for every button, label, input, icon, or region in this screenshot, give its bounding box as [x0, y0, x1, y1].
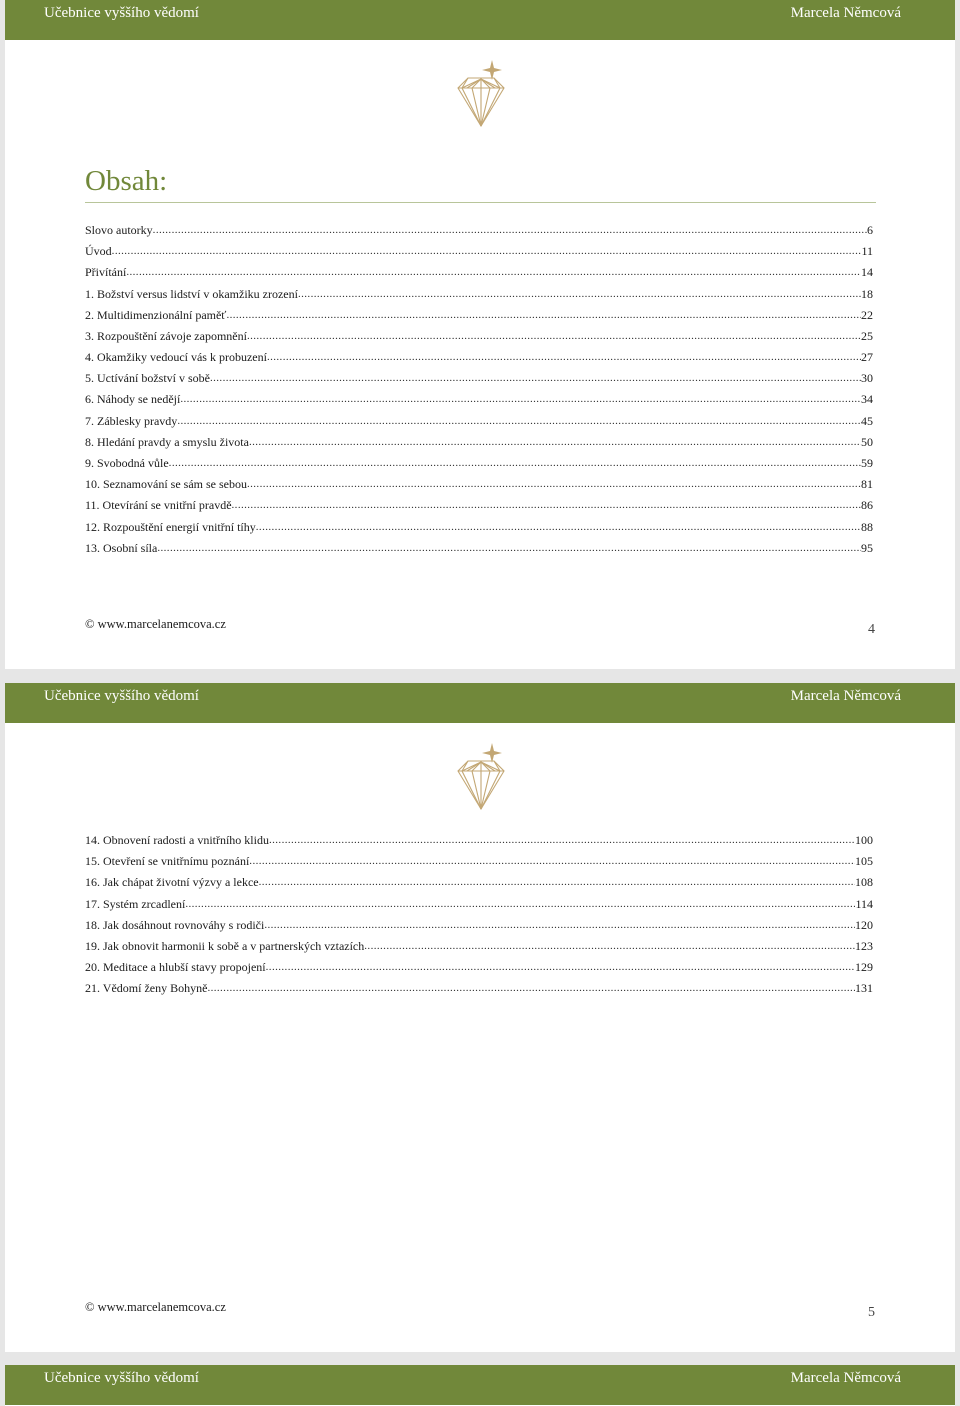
toc-entry-title: 10. Seznamování se sám se sebou [85, 477, 247, 492]
toc-entry-page: 22 [861, 307, 873, 322]
toc-entry-page: 123 [855, 938, 873, 953]
book-title: Učebnice vyššího vědomí [44, 5, 199, 21]
toc-entry-page: 100 [855, 832, 873, 847]
toc-leader [177, 411, 861, 432]
toc-entry[interactable] [85, 390, 873, 411]
toc-entry-page: 18 [861, 286, 873, 301]
toc-entry[interactable] [85, 284, 873, 305]
toc-entry[interactable] [85, 851, 873, 872]
toc-leader [264, 915, 855, 936]
toc-entry-page: 59 [861, 456, 873, 471]
toc-entry-title: 9. Svobodná vůle [85, 456, 169, 471]
footer-copyright: © www.marcelanemcova.cz [85, 617, 226, 631]
toc-entry[interactable] [85, 453, 873, 474]
toc-leader [185, 894, 855, 915]
toc-entry-page: 131 [855, 981, 873, 996]
book-title: Učebnice vyššího vědomí [44, 688, 199, 704]
diamond-star-logo-icon [450, 60, 512, 130]
toc-entry[interactable] [85, 495, 873, 516]
toc-entry[interactable] [85, 936, 873, 957]
toc-leader [249, 851, 855, 872]
book-title: Učebnice vyššího vědomí [44, 1370, 199, 1386]
toc-leader [247, 474, 861, 495]
toc-entry-page: 95 [861, 540, 873, 555]
document-page-6-partial [5, 1365, 955, 1406]
page-number: 5 [868, 1305, 875, 1320]
toc-entry-title: 21. Vědomí ženy Bohyně [85, 981, 208, 996]
toc-entry-page: 11 [861, 244, 873, 259]
toc-entry-page: 86 [861, 498, 873, 513]
toc-entry-page: 25 [861, 328, 873, 343]
toc-entry-title: 5. Uctívání božství v sobě [85, 371, 210, 386]
toc-entry[interactable] [85, 241, 873, 262]
toc-entry-page: 27 [861, 350, 873, 365]
toc-entry-title: 13. Osobní síla [85, 540, 158, 555]
toc-entry[interactable] [85, 474, 873, 495]
toc-entry[interactable] [85, 411, 873, 432]
toc-entry-title: Úvod [85, 244, 112, 259]
toc-entry-page: 34 [861, 392, 873, 407]
toc-leader [256, 517, 861, 538]
toc-entry[interactable] [85, 894, 873, 915]
toc-entry-title: Slovo autorky [85, 222, 153, 237]
toc-entry-page: 14 [861, 265, 873, 280]
toc-entry[interactable] [85, 326, 873, 347]
toc-entry-page: 45 [861, 413, 873, 428]
toc-entry-title: Přivítání [85, 265, 127, 280]
toc-leader [232, 495, 861, 516]
toc-entry-title: 8. Hledání pravdy a smyslu života [85, 434, 249, 449]
toc-entry[interactable] [85, 432, 873, 453]
toc-entry-page: 114 [855, 896, 873, 911]
toc-leader [207, 978, 855, 999]
toc-entry-page: 81 [861, 477, 873, 492]
heading-divider [85, 202, 876, 203]
toc-leader [112, 241, 862, 262]
toc-entry-title: 19. Jak obnovit harmonii k sobě a v partnerských vztazích [85, 938, 365, 953]
table-of-contents [85, 220, 873, 559]
toc-leader [298, 284, 861, 305]
toc-entry[interactable] [85, 305, 873, 326]
toc-entry-title: 15. Otevření se vnitřnímu poznání [85, 854, 250, 869]
page-header [5, 1365, 955, 1405]
toc-entry-title: 1. Božství versus lidství v okamžiku zrození [85, 286, 298, 301]
page-header [5, 0, 955, 40]
toc-entry-title: 12. Rozpouštění energií vnitřní tíhy [85, 519, 256, 534]
toc-entry[interactable] [85, 517, 873, 538]
toc-entry-page: 120 [855, 917, 873, 932]
toc-entry-title: 2. Multidimenzionální paměť [85, 307, 227, 322]
toc-leader [259, 872, 855, 893]
table-of-contents [85, 830, 873, 1000]
toc-entry-title: 11. Otevírání se vnitřní pravdě [85, 498, 232, 513]
toc-entry[interactable] [85, 538, 873, 559]
author-name: Marcela Němcová [790, 1370, 901, 1386]
toc-entry-page: 105 [855, 854, 873, 869]
footer-copyright: © www.marcelanemcova.cz [85, 1300, 226, 1314]
toc-leader [169, 453, 861, 474]
toc-leader [226, 305, 861, 326]
toc-leader [153, 220, 867, 241]
toc-entry[interactable] [85, 220, 873, 241]
toc-entry-title: 14. Obnovení radosti a vnitřního klidu [85, 832, 269, 847]
toc-leader [157, 538, 861, 559]
toc-leader [126, 262, 861, 283]
toc-leader [247, 326, 861, 347]
toc-entry[interactable] [85, 872, 873, 893]
toc-entry-title: 3. Rozpouštění závoje zapomnění [85, 328, 247, 343]
toc-leader [267, 347, 861, 368]
toc-entry-page: 108 [855, 875, 873, 890]
toc-heading: Obsah: [85, 165, 168, 197]
toc-entry-page: 30 [861, 371, 873, 386]
author-name: Marcela Němcová [790, 5, 901, 21]
toc-entry[interactable] [85, 978, 873, 999]
toc-entry-title: 16. Jak chápat životní výzvy a lekce [85, 875, 259, 890]
toc-entry-title: 18. Jak dosáhnout rovnováhy s rodiči [85, 917, 265, 932]
toc-entry-title: 7. Záblesky pravdy [85, 413, 178, 428]
toc-entry[interactable] [85, 957, 873, 978]
toc-entry-page: 50 [861, 434, 873, 449]
toc-entry-title: 17. Systém zrcadlení [85, 896, 186, 911]
toc-leader [180, 389, 861, 410]
toc-entry-title: 6. Náhody se nedějí [85, 392, 181, 407]
toc-entry-page: 6 [867, 222, 873, 237]
document-page-4 [5, 0, 955, 669]
author-name: Marcela Němcová [790, 688, 901, 704]
diamond-star-logo-icon [450, 743, 512, 813]
toc-entry[interactable] [85, 347, 873, 368]
page-number: 4 [868, 622, 875, 637]
toc-entry-title: 20. Meditace a hlubší stavy propojení [85, 960, 266, 975]
toc-leader [249, 432, 861, 453]
toc-entry[interactable] [85, 915, 873, 936]
toc-leader [364, 936, 855, 957]
toc-leader [269, 830, 855, 851]
page-header [5, 683, 955, 723]
toc-entry[interactable] [85, 830, 873, 851]
document-page-5 [5, 683, 955, 1352]
toc-leader [210, 368, 861, 389]
toc-entry-page: 88 [861, 519, 873, 534]
toc-leader [266, 957, 855, 978]
toc-entry[interactable] [85, 368, 873, 389]
toc-entry[interactable] [85, 262, 873, 283]
toc-entry-page: 129 [855, 960, 873, 975]
toc-entry-title: 4. Okamžiky vedoucí vás k probuzení [85, 350, 267, 365]
